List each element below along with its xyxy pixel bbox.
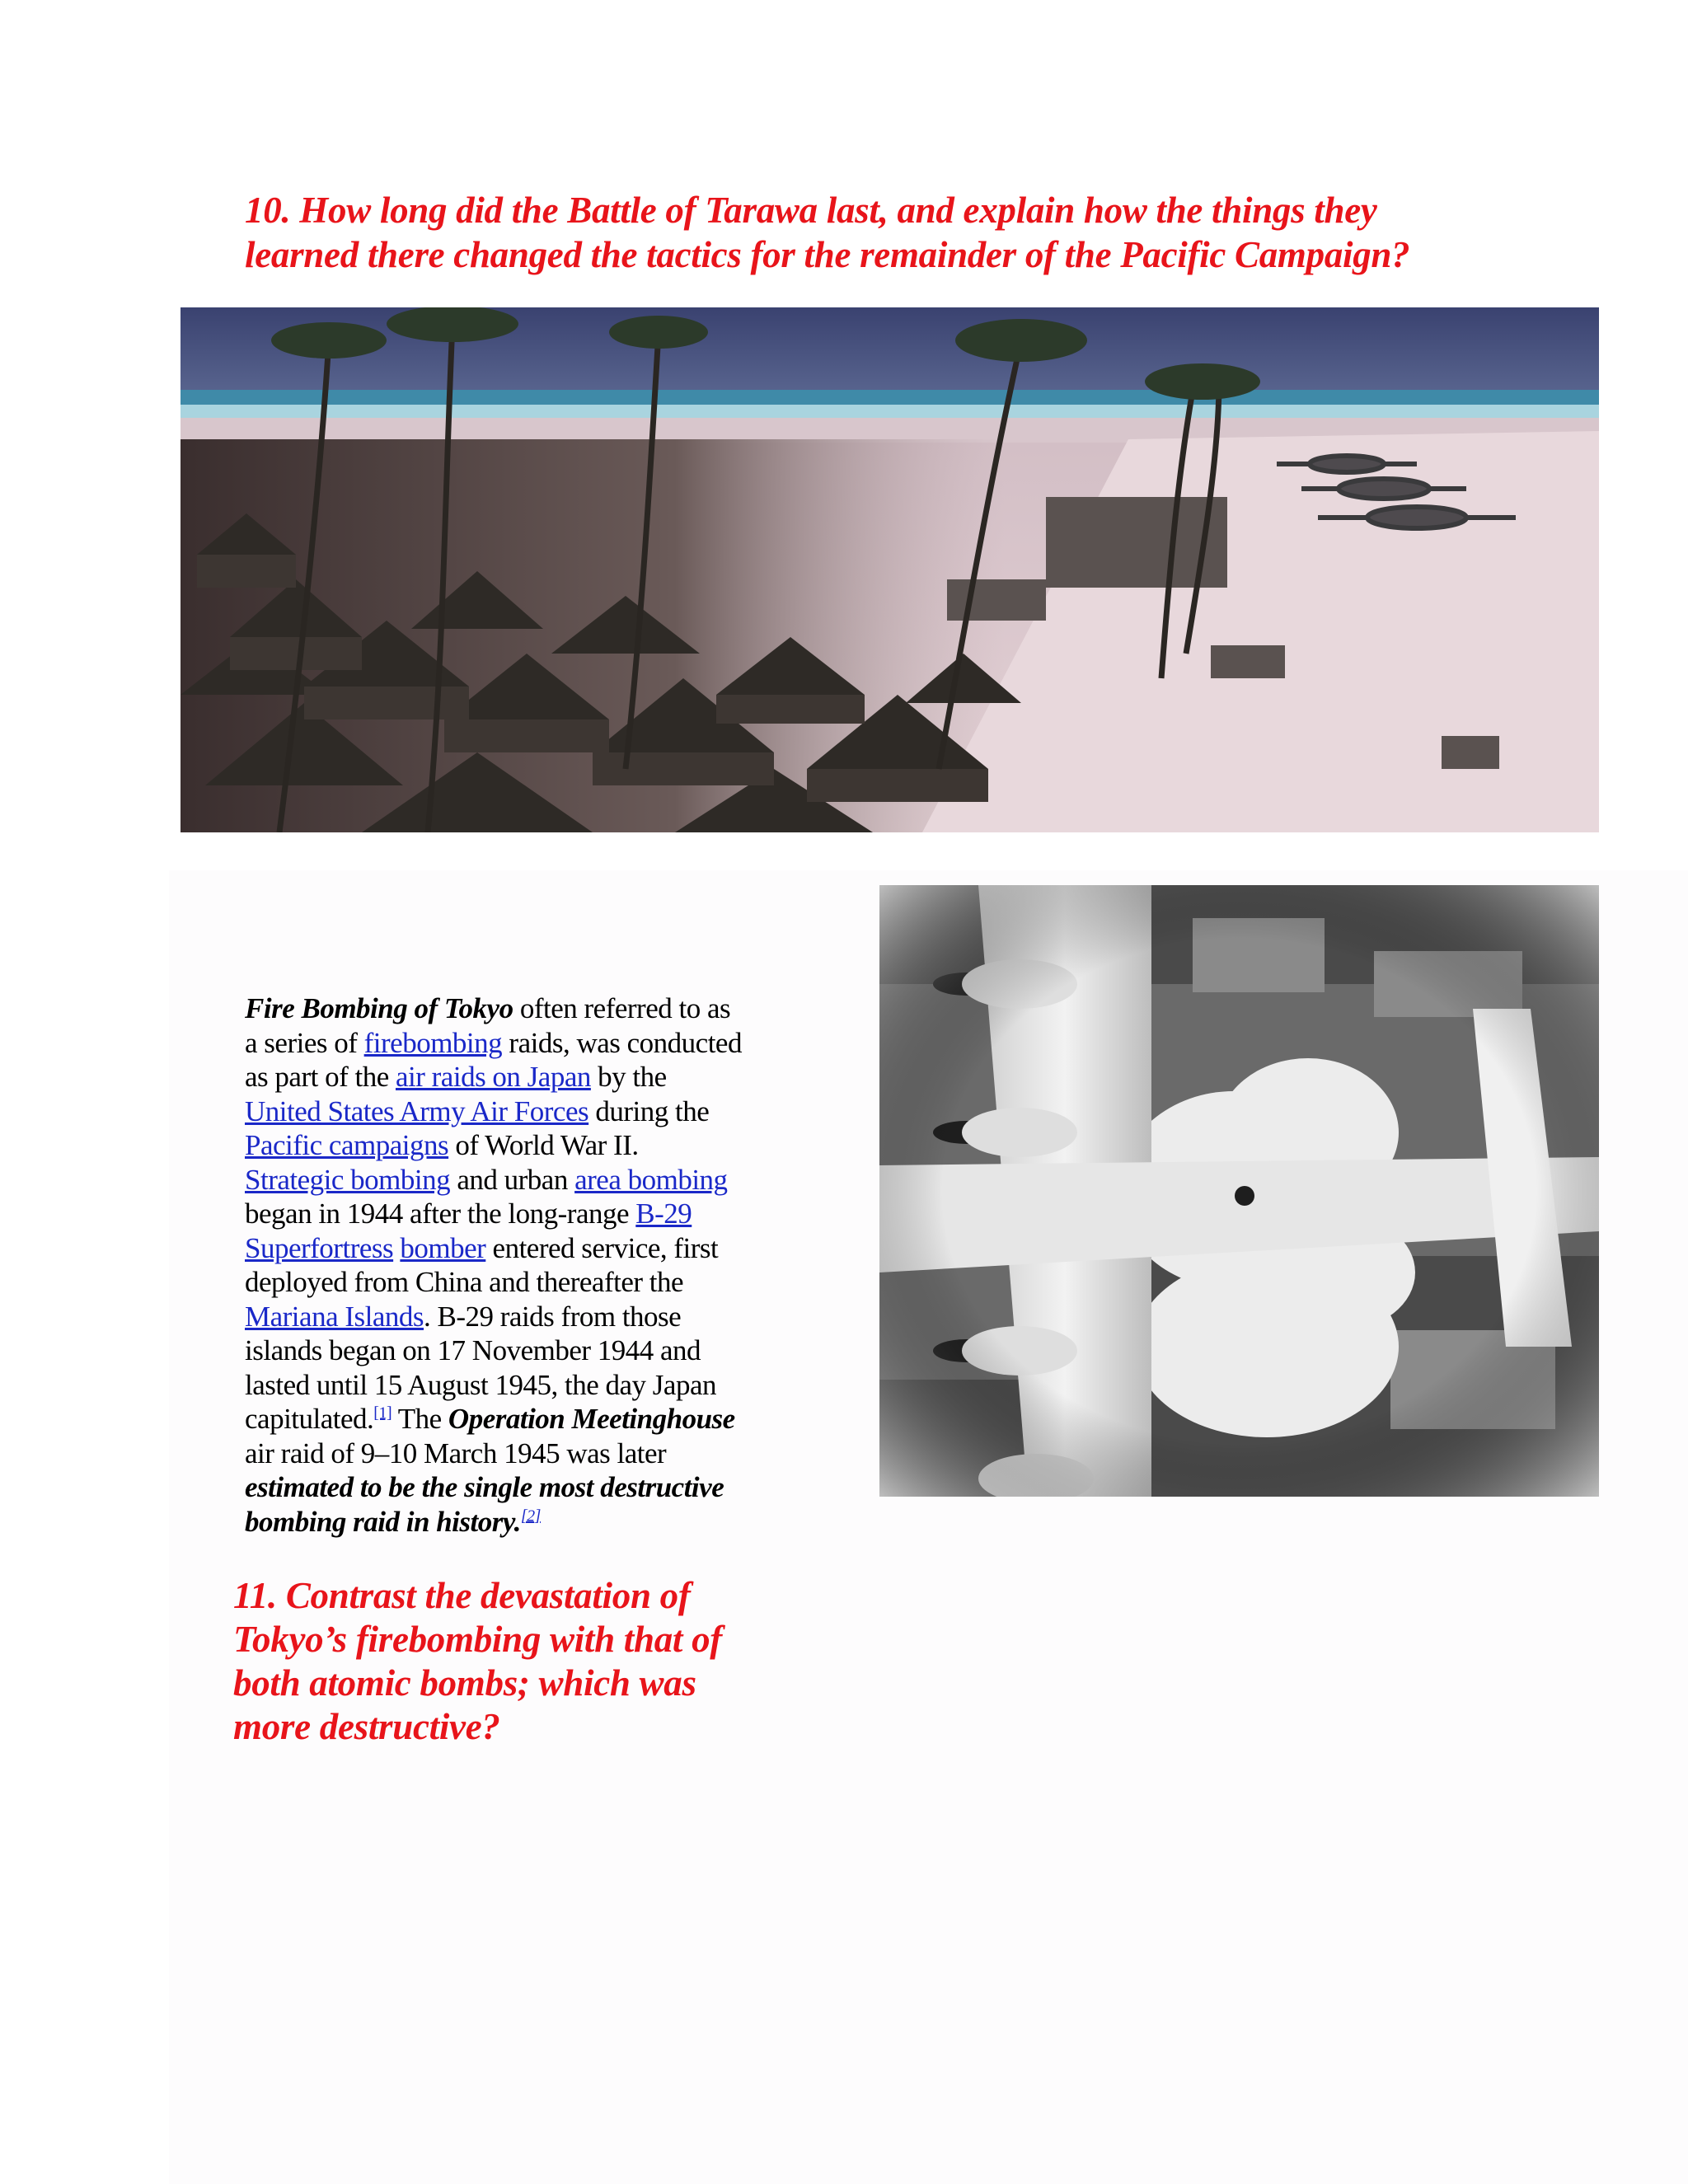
question-11-line-1: 11. Contrast the devastation of: [233, 1575, 691, 1616]
link-bomber[interactable]: bomber: [400, 1231, 486, 1264]
paragraph-line: as part of the air raids on Japan by the: [245, 1061, 667, 1093]
paragraph-line: Strategic bombing and urban area bombing: [245, 1163, 728, 1196]
tarawa-airfield-image: [181, 307, 1599, 832]
paragraph-line: deployed from China and thereafter the: [245, 1266, 684, 1298]
paragraph-line: began in 1944 after the long-range B-29: [245, 1197, 692, 1230]
paragraph-line: capitulated.[1] The Operation Meetinghouse: [245, 1403, 735, 1435]
link-pacific-campaigns[interactable]: Pacific campaigns: [245, 1129, 449, 1161]
operation-meetinghouse: Operation Meetinghouse: [448, 1403, 735, 1435]
paragraph-line: Superfortress bomber entered service, first: [245, 1231, 719, 1264]
paragraph-line: islands began on 17 November 1944 and: [245, 1334, 701, 1366]
paragraph-line: Mariana Islands. B-29 raids from those: [245, 1300, 682, 1333]
link-superfortress[interactable]: Superfortress: [245, 1231, 394, 1264]
link-strategic-bombing[interactable]: Strategic bombing: [245, 1163, 451, 1196]
b29-bomber-photo: [879, 885, 1599, 1497]
fire-bombing-title: Fire Bombing of Tokyo: [245, 992, 513, 1024]
question-10-line-1: 10. How long did the Battle of Tarawa last, and explain how the things they: [245, 190, 1377, 231]
paragraph-line: United States Army Air Forces during the: [245, 1094, 710, 1127]
reference-2-link[interactable]: [2]: [520, 1506, 541, 1525]
paragraph-line: lasted until 15 August 1945, the day Japan: [245, 1368, 716, 1401]
emphasis-text: bombing raid in history.: [245, 1505, 521, 1538]
question-11-heading: [233, 1574, 827, 1749]
question-10-heading: [245, 188, 1564, 277]
question-11-line-3: both atomic bombs; which was: [233, 1662, 696, 1704]
paragraph-line: air raid of 9–10 March 1945 was later: [245, 1436, 667, 1469]
paragraph-line: a series of firebombing raids, was conducted: [245, 1026, 742, 1059]
b29-bomber-image: [879, 885, 1599, 1497]
link-air-raids-on-japan[interactable]: air raids on Japan: [395, 1061, 591, 1093]
reference-1-link[interactable]: [1]: [373, 1404, 392, 1422]
link-area-bombing[interactable]: area bombing: [574, 1163, 728, 1196]
emphasis-text: estimated to be the single most destructive: [245, 1471, 724, 1503]
paragraph-line: Pacific campaigns of World War II.: [245, 1129, 639, 1161]
question-11-line-4: more destructive?: [233, 1706, 500, 1747]
paragraph-line: [245, 1505, 797, 1540]
tarawa-airfield-photo: [181, 307, 1599, 832]
link-mariana-islands[interactable]: Mariana Islands: [245, 1300, 424, 1333]
question-10-line-2: learned there changed the tactics for the remainder of the Pacific Campaign?: [245, 234, 1410, 275]
fire-bombing-paragraph: [245, 991, 797, 1539]
paragraph-line: [245, 1470, 797, 1505]
paragraph-line: Fire Bombing of Tokyo often referred to as: [245, 992, 731, 1024]
link-usaaf[interactable]: United States Army Air Forces: [245, 1094, 589, 1127]
link-firebombing[interactable]: firebombing: [363, 1026, 503, 1059]
link-b29[interactable]: B-29: [635, 1197, 692, 1230]
question-11-line-2: Tokyo’s firebombing with that of: [233, 1619, 722, 1660]
